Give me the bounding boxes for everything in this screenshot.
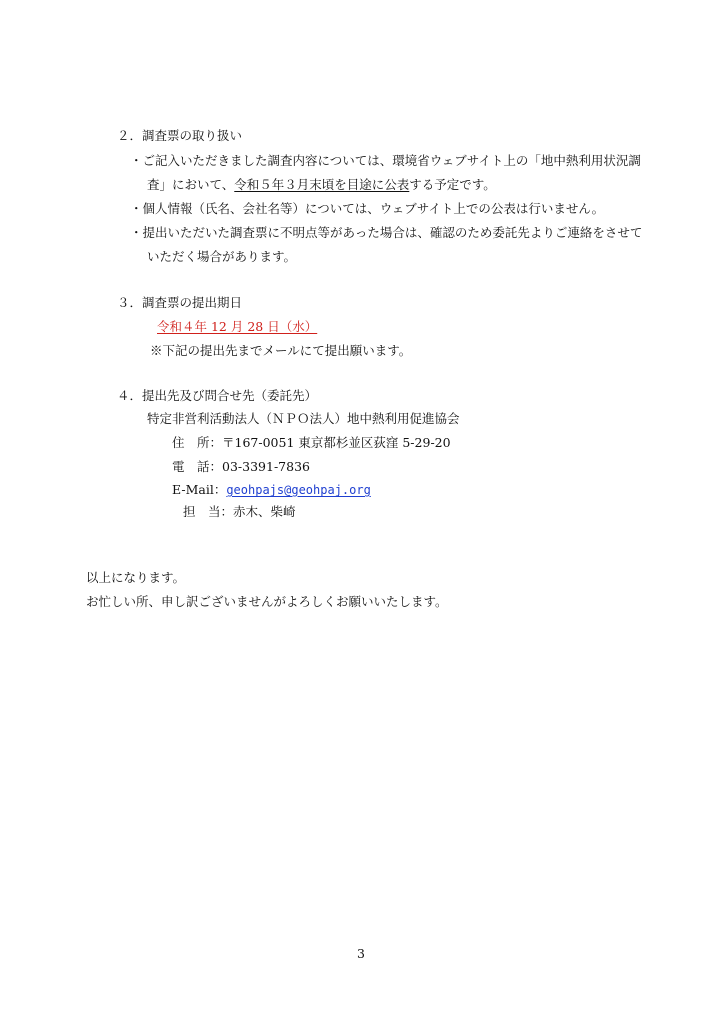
section-2-bullet-3-line-2: いただく場合があります。 bbox=[147, 249, 297, 264]
phone-value: 03-3391-7836 bbox=[222, 459, 310, 474]
section-2-bullet-2: ・個人情報（氏名、会社名等）については、ウェブサイト上での公表は行いません。 bbox=[130, 201, 605, 216]
section-2-bullet-1-line-2 bbox=[147, 177, 496, 193]
contact-value: 赤木、柴崎 bbox=[233, 504, 296, 519]
address-label: 住 所： bbox=[172, 435, 223, 450]
email-label: E-Mail： bbox=[172, 482, 227, 497]
closing-line-2: お忙しい所、申し訳ございませんがよろしくお願いいたします。 bbox=[86, 594, 448, 609]
phone-row bbox=[172, 459, 310, 475]
address-row bbox=[172, 435, 451, 451]
section-2-bullet-1-line-1: ・ご記入いただきました調査内容については、環境省ウェブサイト上の「地中熱利用状況調 bbox=[130, 153, 641, 168]
bullet-1-text-b: する予定です。 bbox=[409, 177, 496, 192]
page-number: 3 bbox=[357, 946, 365, 961]
section-4-heading: ４．提出先及び問合せ先（委託先） bbox=[117, 388, 318, 403]
phone-label: 電 話： bbox=[172, 459, 223, 474]
submission-note: ※下記の提出先までメールにて提出願います。 bbox=[150, 343, 412, 358]
contact-row bbox=[183, 504, 296, 520]
section-2-heading: ２．調査票の取り扱い bbox=[117, 128, 243, 143]
address-value: 〒167-0051 東京都杉並区荻窪 5-29-20 bbox=[222, 435, 451, 450]
email-row bbox=[172, 482, 371, 498]
closing-line-1: 以上になります。 bbox=[86, 570, 186, 585]
section-2-bullet-3-line-1: ・提出いただいた調査票に不明点等があった場合は、確認のため委託先よりご連絡をさせて bbox=[130, 225, 643, 240]
bullet-1-text-a: 査」において、 bbox=[147, 177, 235, 192]
email-link[interactable]: geohpajs@geohpaj.org bbox=[226, 483, 371, 497]
section-3-heading: ３．調査票の提出期日 bbox=[117, 295, 243, 310]
organization-name: 特定非営利活動法人（ＮＰＯ法人）地中熱利用促進協会 bbox=[147, 411, 460, 426]
deadline-date: 令和４年 12 月 28 日（水） bbox=[157, 319, 318, 334]
contact-label: 担 当： bbox=[183, 504, 234, 519]
publication-date-underlined: 令和５年３月末頃を目途に公表 bbox=[234, 177, 410, 192]
